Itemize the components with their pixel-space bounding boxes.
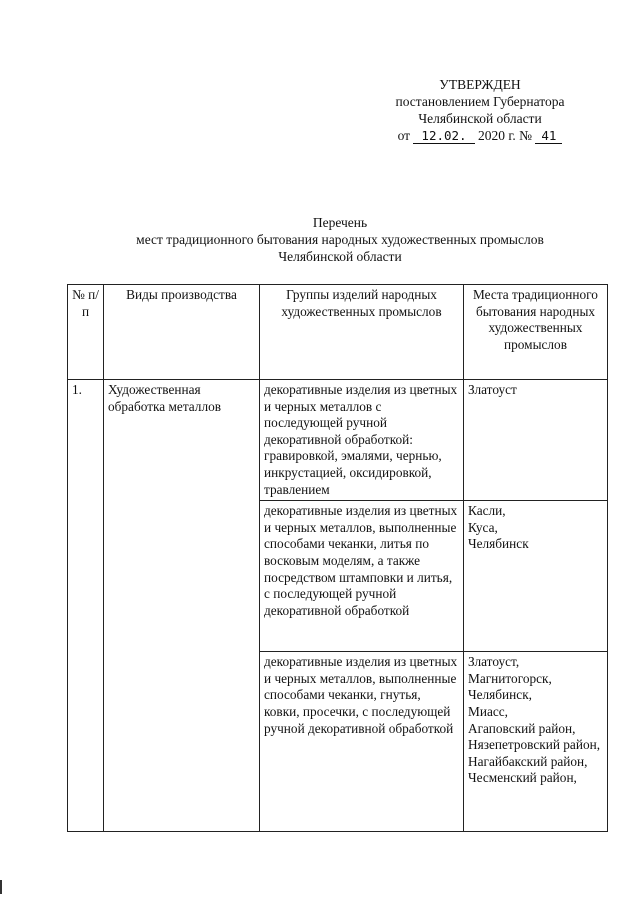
group-places xyxy=(464,652,608,832)
handwritten-date: 12.02. xyxy=(413,128,474,144)
document-heading xyxy=(60,214,620,265)
header-places: Места традиционного бытования народных художественных промыслов xyxy=(464,285,608,380)
place-name: Миасс, xyxy=(468,703,508,719)
date-prefix: от xyxy=(397,128,411,143)
place-name: Челябинск xyxy=(468,536,529,552)
group-description: декоративные изделия из цветных и черных металлов с последующей ручной декоративной обработкой: гравировкой, эмалями, чернью, инкрустацией, оксидировкой, травлением xyxy=(260,380,464,501)
header-number: № п/п xyxy=(68,285,104,380)
production-type: Художественная обработка металлов xyxy=(104,380,260,832)
approval-stamp xyxy=(370,76,590,144)
place-name: Агаповский район, xyxy=(468,720,576,736)
heading-title: Перечень xyxy=(312,215,368,230)
header-production-type: Виды производства xyxy=(104,285,260,380)
place-name: Нагайбакский район, xyxy=(468,753,588,769)
group-description: декоративные изделия из цветных и черных металлов, выполненные способами чеканки, литья по восковым моделям, а также посредством штамповки и литья, с последующей ручной декоративной обработкой xyxy=(260,501,464,652)
group-description: декоративные изделия из цветных и черных металлов, выполненные способами чеканки, гнутья, ковки, просечки, с последующей ручной декоративной обработкой xyxy=(260,652,464,832)
place-name: Касли, xyxy=(468,503,506,519)
table-row xyxy=(68,380,608,501)
scan-edge-mark xyxy=(0,880,2,894)
handwritten-number: 41 xyxy=(535,128,562,144)
table-header-row xyxy=(68,285,608,380)
place-name: Нязепетровский район, xyxy=(468,737,601,753)
header-product-groups: Группы изделий народных художественных промыслов xyxy=(260,285,464,380)
place-name: Чесменский район, xyxy=(468,770,577,786)
approval-line-1: постановлением Губернатора xyxy=(395,94,565,109)
group-places xyxy=(464,501,608,652)
approval-line-2: Челябинской области xyxy=(418,111,542,126)
heading-region: Челябинской области xyxy=(278,249,402,264)
approval-date-line xyxy=(370,127,590,144)
place-name: Магнитогорск, xyxy=(468,670,552,686)
place-name: Златоуст xyxy=(468,382,517,397)
place-name: Златоуст, xyxy=(468,654,520,670)
group-places xyxy=(464,380,608,501)
place-name: Челябинск, xyxy=(468,687,532,703)
crafts-table xyxy=(67,284,608,832)
heading-subtitle: мест традиционного бытования народных художественных промыслов xyxy=(136,232,544,247)
place-name: Куса, xyxy=(468,519,498,535)
approval-title: УТВЕРЖДЕН xyxy=(439,77,521,92)
row-number: 1. xyxy=(68,380,104,832)
date-suffix: 2020 г. № xyxy=(477,128,532,143)
